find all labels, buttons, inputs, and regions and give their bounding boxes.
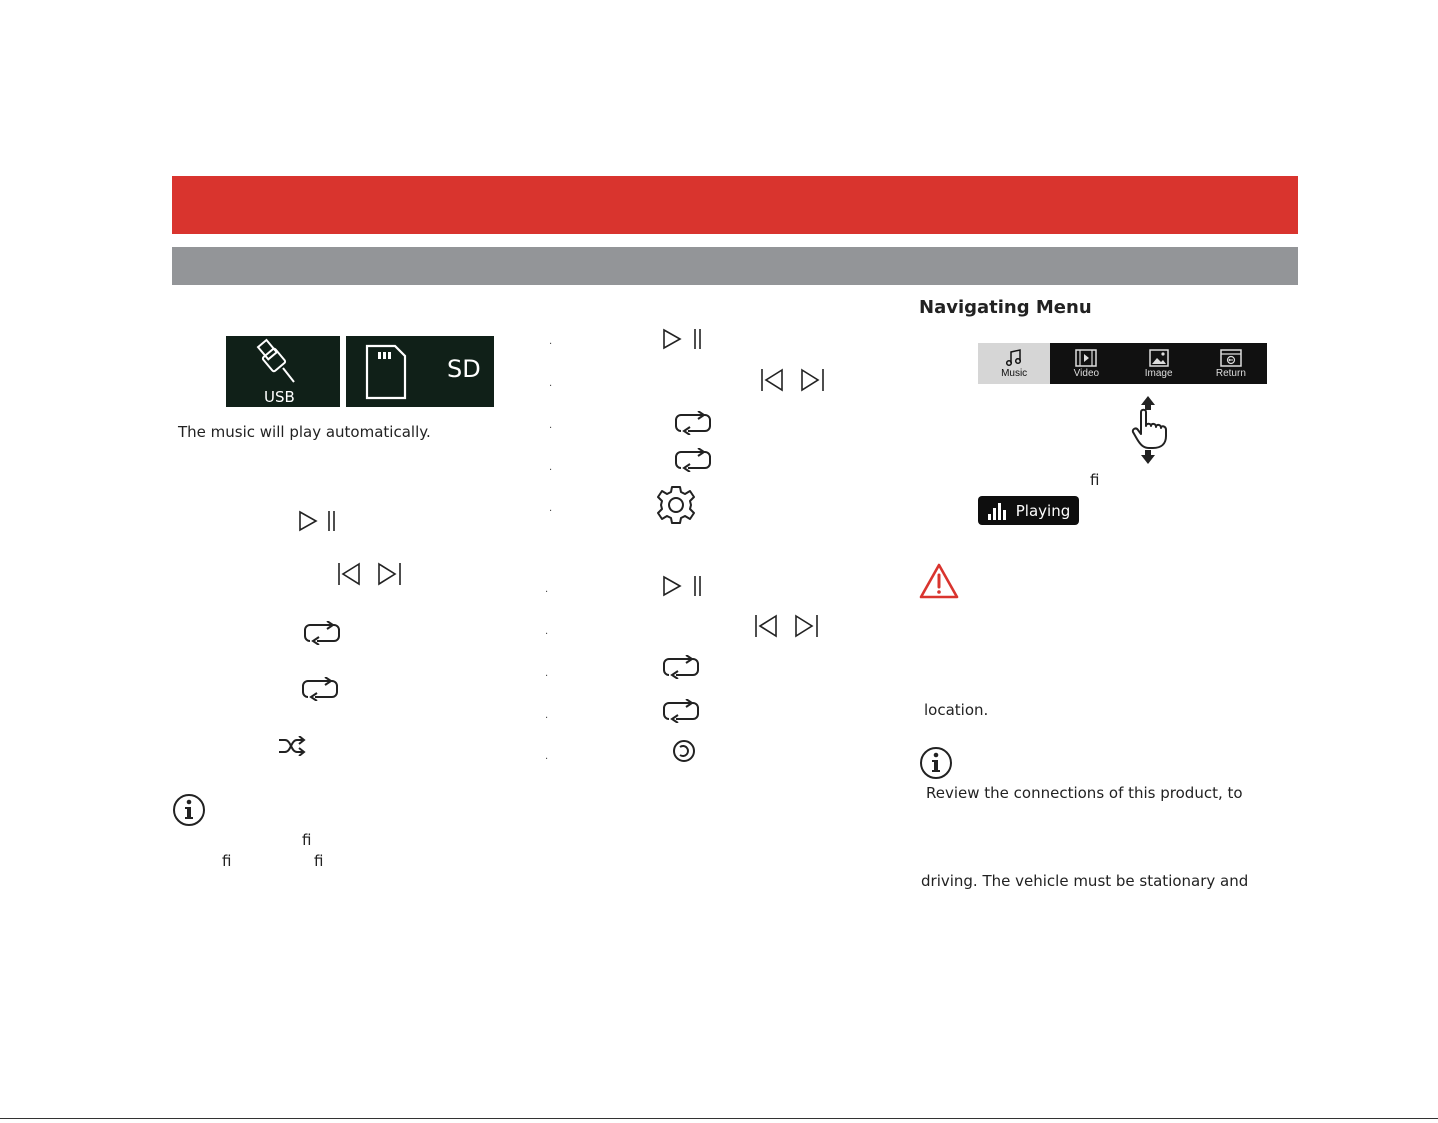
info-icon (172, 793, 206, 827)
driving-text: driving. The vehicle must be stationary and (921, 872, 1249, 890)
list-dot: . (549, 420, 553, 431)
section-band (172, 247, 1298, 285)
gear-icon (655, 484, 697, 526)
prev-next-icon (760, 368, 826, 392)
auto-play-text: The music will play automatically. (178, 423, 431, 441)
repeat-icon (303, 621, 341, 645)
repeat-all-control (662, 699, 700, 723)
usb-label: USB (264, 388, 295, 406)
repeat-all-control (674, 448, 712, 472)
repeat-control (674, 411, 712, 435)
play-pause-control (662, 328, 704, 350)
power-control (672, 739, 696, 763)
sd-label: SD (447, 355, 481, 383)
shuffle-control (278, 736, 306, 756)
menu-item-video[interactable] (1050, 343, 1122, 384)
list-dot: . (545, 710, 549, 721)
repeat-icon (662, 655, 700, 679)
list-dot: . (545, 584, 549, 595)
return-icon (1220, 349, 1242, 367)
list-dot: . (545, 751, 549, 762)
list-dot: . (549, 336, 553, 347)
repeat-icon (674, 411, 712, 435)
playing-label: Playing (1015, 501, 1071, 520)
menu-item-label: Music (1001, 367, 1028, 379)
list-dot: . (549, 462, 553, 473)
prev-next-icon (754, 614, 820, 638)
menu-item-image[interactable] (1123, 343, 1195, 384)
image-icon (1149, 349, 1169, 367)
repeat-icon (674, 448, 712, 472)
play-pause-control (662, 575, 704, 597)
menu-item-label: Image (1144, 367, 1173, 379)
menu-item-label: Video (1073, 367, 1100, 379)
media-menu-bar (978, 343, 1267, 384)
repeat-icon (662, 699, 700, 723)
list-dot: . (549, 503, 553, 514)
music-note-icon (1005, 349, 1023, 367)
footer-rule (0, 1118, 1438, 1119)
navigating-menu-heading: Navigating Menu (919, 297, 1092, 318)
ligature-fi: ﬁ (314, 852, 324, 870)
prev-next-control (760, 368, 826, 392)
info-icon (919, 746, 953, 780)
list-dot: . (545, 626, 549, 637)
repeat-icon (301, 677, 339, 701)
sd-tile[interactable] (346, 336, 494, 407)
usb-tile[interactable] (226, 336, 340, 407)
settings-control (655, 484, 697, 526)
equalizer-icon (987, 502, 1009, 520)
menu-item-return[interactable] (1195, 343, 1267, 384)
header-band (172, 176, 1298, 234)
repeat-control (662, 655, 700, 679)
film-icon (1075, 349, 1097, 367)
warning-text-end: location. (924, 701, 989, 719)
prev-next-control (337, 562, 403, 586)
sd-card-icon (363, 344, 407, 400)
playing-badge[interactable] (978, 496, 1079, 525)
usb-icon (256, 338, 304, 384)
prev-next-icon (337, 562, 403, 586)
list-dot: . (549, 378, 553, 389)
play-pause-icon (298, 510, 340, 532)
shuffle-icon (278, 736, 306, 756)
list-dot: . (545, 668, 549, 679)
repeat-control (303, 621, 341, 645)
prev-next-control (754, 614, 820, 638)
ligature-fi: ﬁ (222, 852, 232, 870)
play-pause-icon (662, 575, 704, 597)
warning-icon (918, 562, 960, 600)
menu-item-music[interactable] (978, 343, 1050, 384)
review-connections-text: Review the connections of this product, to (926, 784, 1243, 802)
menu-item-label: Return (1215, 367, 1246, 379)
ligature-fi: ﬁ (1090, 471, 1100, 489)
repeat-all-control (301, 677, 339, 701)
play-pause-control (298, 510, 340, 532)
swipe-gesture-icon (1127, 396, 1173, 464)
play-pause-icon (662, 328, 704, 350)
ligature-fi: ﬁ (302, 831, 312, 849)
circle-arrow-icon (672, 739, 696, 763)
